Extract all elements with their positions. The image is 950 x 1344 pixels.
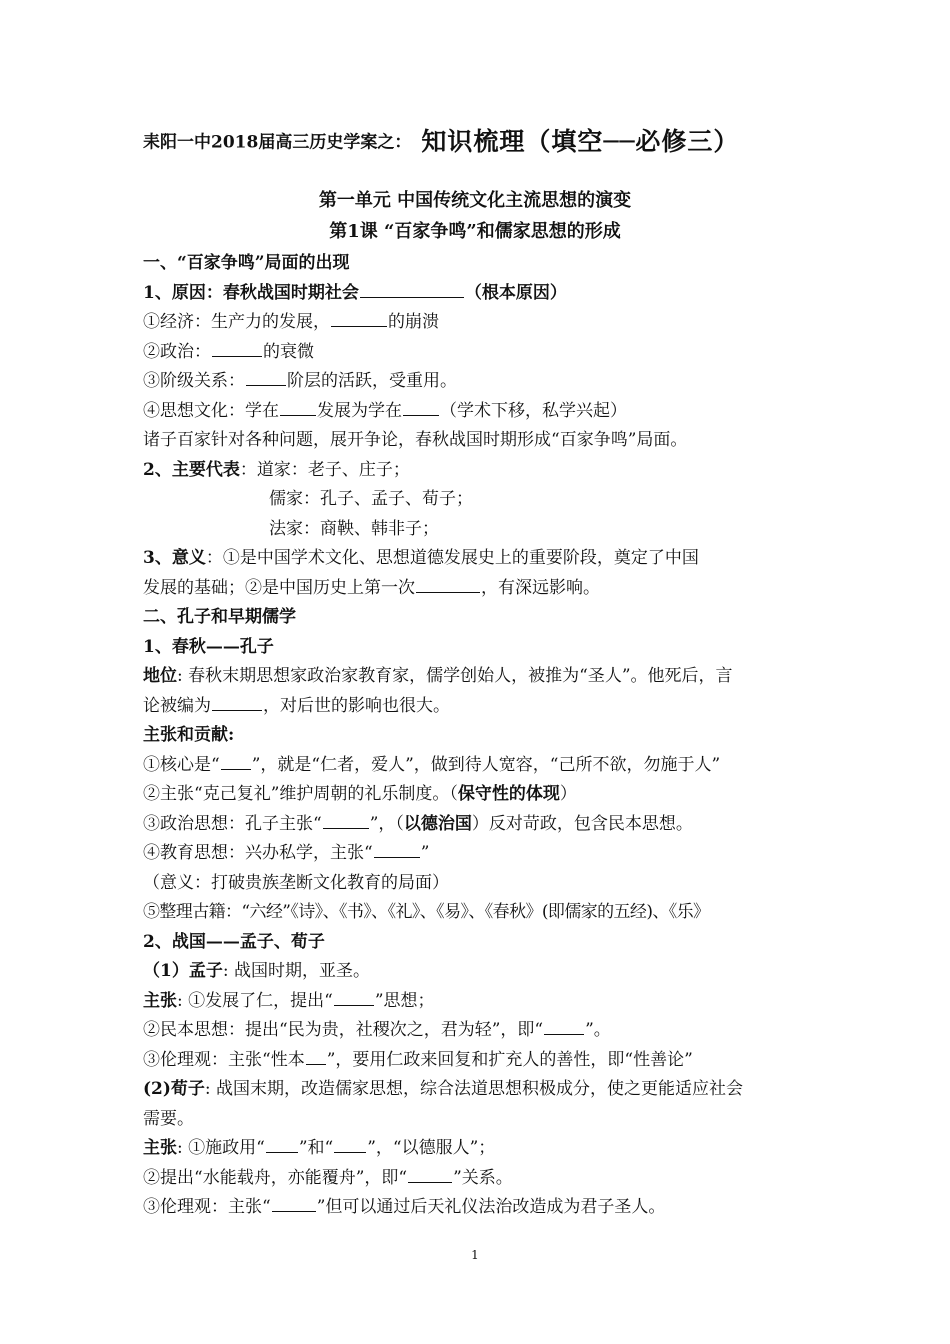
fill-blank[interactable] <box>212 692 262 711</box>
politics-text-end: 的衰微 <box>263 341 314 362</box>
lesson-title: 第1课 “百家争鸣”和儒家思想的形成 <box>329 221 621 242</box>
claim-4-note: （意义：打破贵族垄断文化教育的局面） <box>143 872 449 893</box>
xunzi-claim-3-end: ”但可以通过后天礼仪法治改造成为君子圣人。 <box>316 1197 666 1217</box>
status-text: : 春秋末期思想家政治家教育家，儒学创始人，被推为“圣人”。他死后，言 <box>177 666 733 686</box>
fill-blank[interactable] <box>280 397 316 416</box>
economy-text-end: 的崩溃 <box>388 312 439 332</box>
claim-3-emphasis: 以德治国 <box>403 813 472 834</box>
status-line-2 <box>143 692 811 722</box>
fill-blank[interactable] <box>272 1193 316 1212</box>
fill-blank[interactable] <box>323 810 369 829</box>
claim-4-text-end: ” <box>420 843 430 863</box>
fill-blank[interactable] <box>408 1164 452 1183</box>
claim-3-text: ③政治思想：孔子主张“ <box>143 813 322 834</box>
reps-line-dao <box>143 456 811 486</box>
fill-blank[interactable] <box>360 279 464 298</box>
document-body <box>143 249 811 1223</box>
mengzi-claim-2-text: ②民本思想：提出“民为贵，社稷次之，君为轻”，即“ <box>143 1020 544 1040</box>
xunzi-claim-2-text: ②提出“水能载舟，亦能覆舟”，即“ <box>143 1167 408 1188</box>
politics-text: ②政治： <box>143 341 211 362</box>
mengzi-claim-2 <box>143 1016 811 1046</box>
class-text: ③阶级关系： <box>143 371 245 391</box>
reps-label: 2、主要代表 <box>143 459 240 480</box>
status-label: 地位 <box>143 666 177 686</box>
claim-1-text: ①核心是“ <box>143 754 220 775</box>
claim-3 <box>143 810 811 840</box>
fill-blank[interactable] <box>266 1134 298 1153</box>
page-number: 1 <box>471 1248 479 1262</box>
economy-text: ①经济：生产力的发展， <box>143 312 330 332</box>
claim-4-text: ④教育思想：兴办私学，主张“ <box>143 843 373 863</box>
xunzi-line <box>143 1075 811 1105</box>
xunzi-claim-1-end: ”，“以德服人”； <box>367 1138 496 1158</box>
claim-2-text-end: ） <box>559 784 577 804</box>
significance-text-end: ，有深远影响。 <box>481 577 600 598</box>
thought-note: （学术下移，私学兴起） <box>440 400 627 421</box>
fill-blank[interactable] <box>306 1046 326 1065</box>
significance-text: ：①是中国学术文化、思想道德发展史上的重要阶段，奠定了中国 <box>205 548 699 568</box>
cause-label: 1、原因：春秋战国时期社会 <box>143 282 359 303</box>
mengzi-claim-3-text: ③伦理观：主张“性本 <box>143 1049 305 1070</box>
mengzi-claim-3-end: ”，要用仁政来回复和扩充人的善性，即“性善论” <box>326 1049 693 1070</box>
reps-line-fa: 法家：商鞅、韩非子； <box>269 518 439 539</box>
xunzi-claim-1 <box>143 1134 811 1164</box>
unit-title: 第一单元 中国传统文化主流思想的演变 <box>318 190 632 211</box>
xunzi-label: (2)荀子 <box>143 1079 205 1099</box>
economy-line <box>143 308 811 338</box>
claim-1 <box>143 751 811 781</box>
significance-line-2 <box>143 574 811 604</box>
cause-note: （根本原因） <box>464 282 567 303</box>
cause-line <box>143 279 811 309</box>
fill-blank[interactable] <box>212 338 262 357</box>
claim-2-text: ②主张“克己复礼”维护周朝的礼乐制度。（ <box>143 784 458 804</box>
fill-blank[interactable] <box>544 1016 584 1035</box>
xunzi-claims-label: 主张 <box>143 1138 177 1158</box>
mengzi-text: : 战国时期，亚圣。 <box>222 961 370 981</box>
politics-line <box>143 338 811 368</box>
thought-text: ④思想文化：学在 <box>143 400 279 421</box>
mengzi-claim-3 <box>143 1046 811 1076</box>
fill-blank[interactable] <box>246 367 286 386</box>
status-text-end: ，对后世的影响也很大。 <box>263 695 450 716</box>
mengzi-claims-label: 主张 <box>143 990 177 1011</box>
reps-daoists: ：道家：老子、庄子； <box>239 459 410 480</box>
claim-2 <box>143 780 811 810</box>
mengzi-claim-1 <box>143 987 811 1017</box>
mengzi-label: （1）孟子 <box>143 961 223 981</box>
claim-4 <box>143 839 811 869</box>
document-header <box>143 122 739 158</box>
reps-line-ru: 儒家：孔子、孟子、荀子； <box>269 489 473 509</box>
fill-blank[interactable] <box>403 397 439 416</box>
claim-2-emphasis: 保守性的体现 <box>457 784 560 804</box>
claim-3-text-end: ）反对苛政，包含民本思想。 <box>471 813 693 834</box>
summary-line: 诸子百家针对各种问题，展开争论，春秋战国时期形成“百家争鸣”局面。 <box>143 430 688 450</box>
mengzi-line <box>143 957 811 987</box>
school-prefix: 耒阳一中2018届高三历史学案之： <box>143 132 412 153</box>
xunzi-text: : 战国末期，改造儒家思想，综合法道思想积极成分，使之更能适应社会 <box>204 1079 744 1099</box>
xunzi-claim-1-mid: ”和“ <box>298 1138 334 1158</box>
xunzi-claim-2 <box>143 1164 811 1194</box>
fill-blank[interactable] <box>334 1134 366 1153</box>
claim-1-text-end: ”，就是“仁者，爱人”，做到待人宽容，“己所不欲，勿施于人” <box>251 754 721 775</box>
main-title: 知识梳理（填空──必修三） <box>421 127 740 156</box>
claims-label: 主张和贡献: <box>143 725 235 745</box>
kongzi-heading: 1、春秋——孔子 <box>143 636 274 657</box>
mengzi-claim-1-end: ”思想； <box>374 990 435 1011</box>
xunzi-claim-2-end: ”关系。 <box>453 1167 513 1188</box>
zhanguo-heading: 2、战国——孟子、荀子 <box>143 931 325 952</box>
xunzi-claim-3 <box>143 1193 811 1223</box>
xunzi-claim-1-text: : ①施政用“ <box>177 1138 265 1158</box>
significance-label: 3、意义 <box>143 548 206 568</box>
thought-text-mid: 发展为学在 <box>317 400 402 421</box>
xunzi-line-2: 需要。 <box>143 1108 194 1129</box>
thought-line <box>143 397 811 427</box>
class-text-end: 阶层的活跃，受重用。 <box>287 371 457 391</box>
fill-blank[interactable] <box>221 751 251 770</box>
status-text-2: 论被编为 <box>143 695 211 716</box>
mengzi-claim-2-end: ”。 <box>585 1020 611 1040</box>
xunzi-claim-3-text: ③伦理观：主张“ <box>143 1197 271 1217</box>
significance-line <box>143 544 811 574</box>
section-1-heading: 一、“百家争鸣”局面的出现 <box>143 253 350 273</box>
fill-blank[interactable] <box>331 308 387 327</box>
section-2-heading: 二、孔子和早期儒学 <box>143 607 296 627</box>
significance-text-2: 发展的基础；②是中国历史上第一次 <box>143 577 415 598</box>
fill-blank[interactable] <box>416 574 480 593</box>
fill-blank[interactable] <box>374 839 420 858</box>
claim-3-text-mid: ”，（ <box>369 813 404 834</box>
status-line <box>143 662 811 692</box>
claim-5: ⑤整理古籍：“六经”《诗》、《书》、《礼》、《易》、《春秋》(即儒家的五经)、《乐》 <box>143 902 710 922</box>
class-line <box>143 367 811 397</box>
fill-blank[interactable] <box>334 987 374 1006</box>
mengzi-claim-1-text: : ①发展了仁，提出“ <box>177 990 333 1011</box>
